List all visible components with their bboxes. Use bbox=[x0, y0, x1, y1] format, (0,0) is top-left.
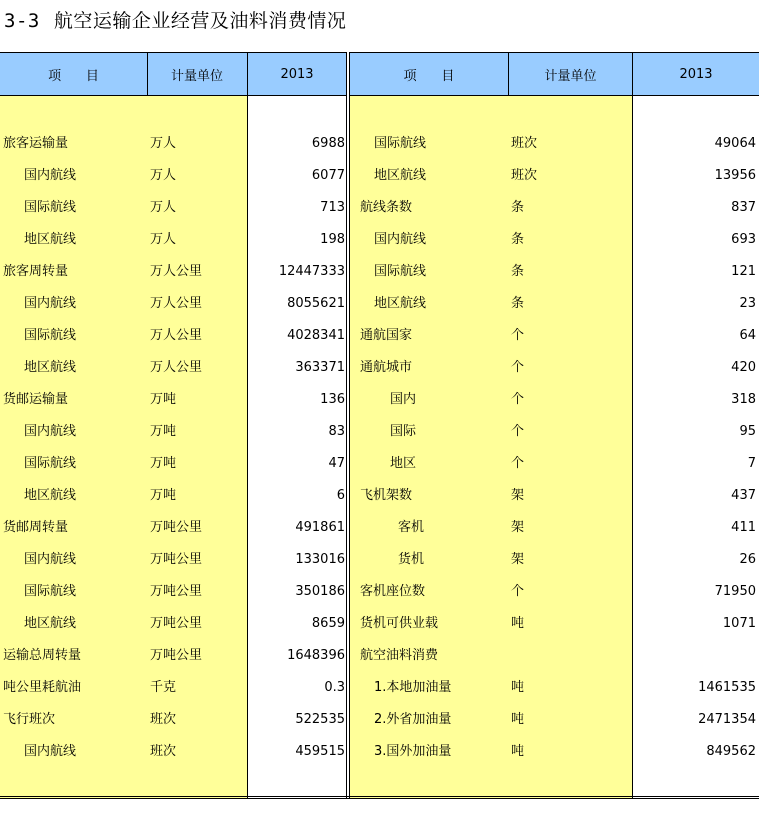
row-unit: 班次 bbox=[150, 712, 177, 727]
row-unit: 千克 bbox=[150, 680, 177, 695]
row-value: 133016 bbox=[295, 552, 345, 567]
row-value: 83 bbox=[328, 424, 345, 439]
row-label: 货邮运输量 bbox=[3, 392, 69, 407]
row-label: 地区航线 bbox=[24, 616, 77, 631]
row-label: 地区 bbox=[390, 456, 417, 471]
row-unit: 个 bbox=[511, 360, 525, 375]
row-value: 837 bbox=[731, 200, 756, 215]
row-unit: 个 bbox=[511, 456, 525, 471]
row-value: 6077 bbox=[311, 168, 345, 183]
row-value: 363371 bbox=[295, 360, 345, 375]
row-label: 航线条数 bbox=[360, 200, 413, 215]
row-label: 旅客运输量 bbox=[3, 136, 69, 151]
row-unit: 条 bbox=[511, 200, 525, 215]
row-label: 国内 bbox=[390, 392, 417, 407]
row-label: 运输总周转量 bbox=[3, 648, 82, 663]
table-bottom-border bbox=[0, 796, 759, 799]
row-unit: 吨 bbox=[511, 744, 525, 759]
row-unit: 条 bbox=[511, 232, 525, 247]
row-value: 47 bbox=[328, 456, 345, 471]
row-unit: 个 bbox=[511, 424, 525, 439]
row-unit: 个 bbox=[511, 584, 525, 599]
row-value: 1648396 bbox=[287, 648, 345, 663]
header-year-right: 2013 bbox=[633, 52, 759, 96]
row-value: 4028341 bbox=[287, 328, 345, 343]
row-label: 航空油料消费 bbox=[360, 648, 439, 663]
row-label: 国际航线 bbox=[24, 328, 77, 343]
row-label: 吨公里耗航油 bbox=[3, 680, 82, 695]
row-value: 713 bbox=[320, 200, 345, 215]
row-unit: 万人 bbox=[150, 200, 177, 215]
row-unit: 万吨公里 bbox=[150, 616, 203, 631]
row-value: 49064 bbox=[714, 136, 756, 151]
row-value: 1071 bbox=[722, 616, 756, 631]
row-label: 国内航线 bbox=[24, 552, 77, 567]
row-unit: 万吨公里 bbox=[150, 552, 203, 567]
row-value: 26 bbox=[739, 552, 756, 567]
row-label: 客机座位数 bbox=[360, 584, 426, 599]
row-label: 通航城市 bbox=[360, 360, 413, 375]
row-unit: 架 bbox=[511, 488, 525, 503]
row-label: 国内航线 bbox=[24, 296, 77, 311]
row-unit: 万人公里 bbox=[150, 296, 203, 311]
row-value: 2471354 bbox=[698, 712, 756, 727]
row-unit: 万吨 bbox=[150, 456, 177, 471]
row-value: 8055621 bbox=[287, 296, 345, 311]
row-unit: 万人 bbox=[150, 168, 177, 183]
row-value: 693 bbox=[731, 232, 756, 247]
row-unit: 万吨 bbox=[150, 488, 177, 503]
row-value: 318 bbox=[731, 392, 756, 407]
row-value: 849562 bbox=[706, 744, 756, 759]
row-value: 64 bbox=[739, 328, 756, 343]
row-value: 1461535 bbox=[698, 680, 756, 695]
row-unit: 班次 bbox=[511, 168, 538, 183]
row-unit: 吨 bbox=[511, 616, 525, 631]
row-value: 437 bbox=[731, 488, 756, 503]
row-unit: 万人公里 bbox=[150, 264, 203, 279]
row-label: 飞行班次 bbox=[3, 712, 56, 727]
row-value: 23 bbox=[739, 296, 756, 311]
row-label: 货机可供业载 bbox=[360, 616, 439, 631]
row-unit: 架 bbox=[511, 520, 525, 535]
row-label: 国际 bbox=[390, 424, 417, 439]
row-unit: 万人 bbox=[150, 136, 177, 151]
divider bbox=[508, 52, 509, 96]
row-value: 6 bbox=[336, 488, 345, 503]
row-value: 95 bbox=[739, 424, 756, 439]
row-unit: 万吨公里 bbox=[150, 520, 203, 535]
row-label: 飞机架数 bbox=[360, 488, 413, 503]
row-label: 3.国外加油量 bbox=[374, 744, 452, 759]
table-title: 航空运输企业经营及油料消费情况 bbox=[53, 10, 347, 32]
row-label: 客机 bbox=[398, 520, 425, 535]
row-label: 地区航线 bbox=[24, 488, 77, 503]
header-item-left: 项 目 bbox=[0, 52, 147, 96]
row-value: 136 bbox=[320, 392, 345, 407]
row-unit: 吨 bbox=[511, 680, 525, 695]
row-unit: 条 bbox=[511, 296, 525, 311]
header-unit-right: 计量单位 bbox=[508, 52, 633, 96]
header-unit-left: 计量单位 bbox=[147, 52, 247, 96]
row-label: 国际航线 bbox=[24, 200, 77, 215]
row-unit: 班次 bbox=[511, 136, 538, 151]
row-value: 411 bbox=[731, 520, 756, 535]
row-label: 地区航线 bbox=[374, 168, 427, 183]
row-label: 国际航线 bbox=[24, 584, 77, 599]
row-label: 2.外省加油量 bbox=[374, 712, 452, 727]
row-label: 国内航线 bbox=[24, 168, 77, 183]
row-unit: 万人公里 bbox=[150, 328, 203, 343]
row-value: 71950 bbox=[714, 584, 756, 599]
row-label: 国际航线 bbox=[24, 456, 77, 471]
row-value: 6988 bbox=[311, 136, 345, 151]
row-label: 国内航线 bbox=[24, 424, 77, 439]
row-unit: 万人 bbox=[150, 232, 177, 247]
row-value: 13956 bbox=[714, 168, 756, 183]
row-value: 198 bbox=[320, 232, 345, 247]
row-label: 通航国家 bbox=[360, 328, 413, 343]
row-unit: 班次 bbox=[150, 744, 177, 759]
row-value: 7 bbox=[747, 456, 756, 471]
row-label: 旅客周转量 bbox=[3, 264, 69, 279]
divider bbox=[346, 52, 347, 798]
row-unit: 万吨 bbox=[150, 392, 177, 407]
row-label: 国内航线 bbox=[24, 744, 77, 759]
header-year-left: 2013 bbox=[247, 52, 347, 96]
row-label: 货机 bbox=[398, 552, 425, 567]
header-item-right: 项 目 bbox=[350, 52, 508, 96]
row-label: 地区航线 bbox=[24, 360, 77, 375]
row-unit: 万吨 bbox=[150, 424, 177, 439]
row-unit: 万人公里 bbox=[150, 360, 203, 375]
row-value: 0.3 bbox=[324, 680, 345, 695]
right-unit-column bbox=[508, 52, 633, 798]
row-unit: 个 bbox=[511, 328, 525, 343]
row-unit: 架 bbox=[511, 552, 525, 567]
row-label: 地区航线 bbox=[374, 296, 427, 311]
row-unit: 条 bbox=[511, 264, 525, 279]
divider bbox=[147, 52, 148, 96]
row-unit: 个 bbox=[511, 392, 525, 407]
row-value: 459515 bbox=[295, 744, 345, 759]
page-title bbox=[4, 6, 346, 33]
row-label: 国际航线 bbox=[374, 136, 427, 151]
row-value: 12447333 bbox=[278, 264, 345, 279]
row-value: 8659 bbox=[311, 616, 345, 631]
row-value: 522535 bbox=[295, 712, 345, 727]
row-value: 491861 bbox=[295, 520, 345, 535]
row-value: 350186 bbox=[295, 584, 345, 599]
divider bbox=[349, 52, 350, 798]
row-label: 国际航线 bbox=[374, 264, 427, 279]
row-unit: 万吨公里 bbox=[150, 648, 203, 663]
row-label: 国内航线 bbox=[374, 232, 427, 247]
row-value: 420 bbox=[731, 360, 756, 375]
table-number: 3-3 bbox=[4, 10, 40, 32]
row-label: 货邮周转量 bbox=[3, 520, 69, 535]
row-label: 1.本地加油量 bbox=[374, 680, 452, 695]
row-value: 121 bbox=[731, 264, 756, 279]
row-label: 地区航线 bbox=[24, 232, 77, 247]
row-unit: 吨 bbox=[511, 712, 525, 727]
row-unit: 万吨公里 bbox=[150, 584, 203, 599]
